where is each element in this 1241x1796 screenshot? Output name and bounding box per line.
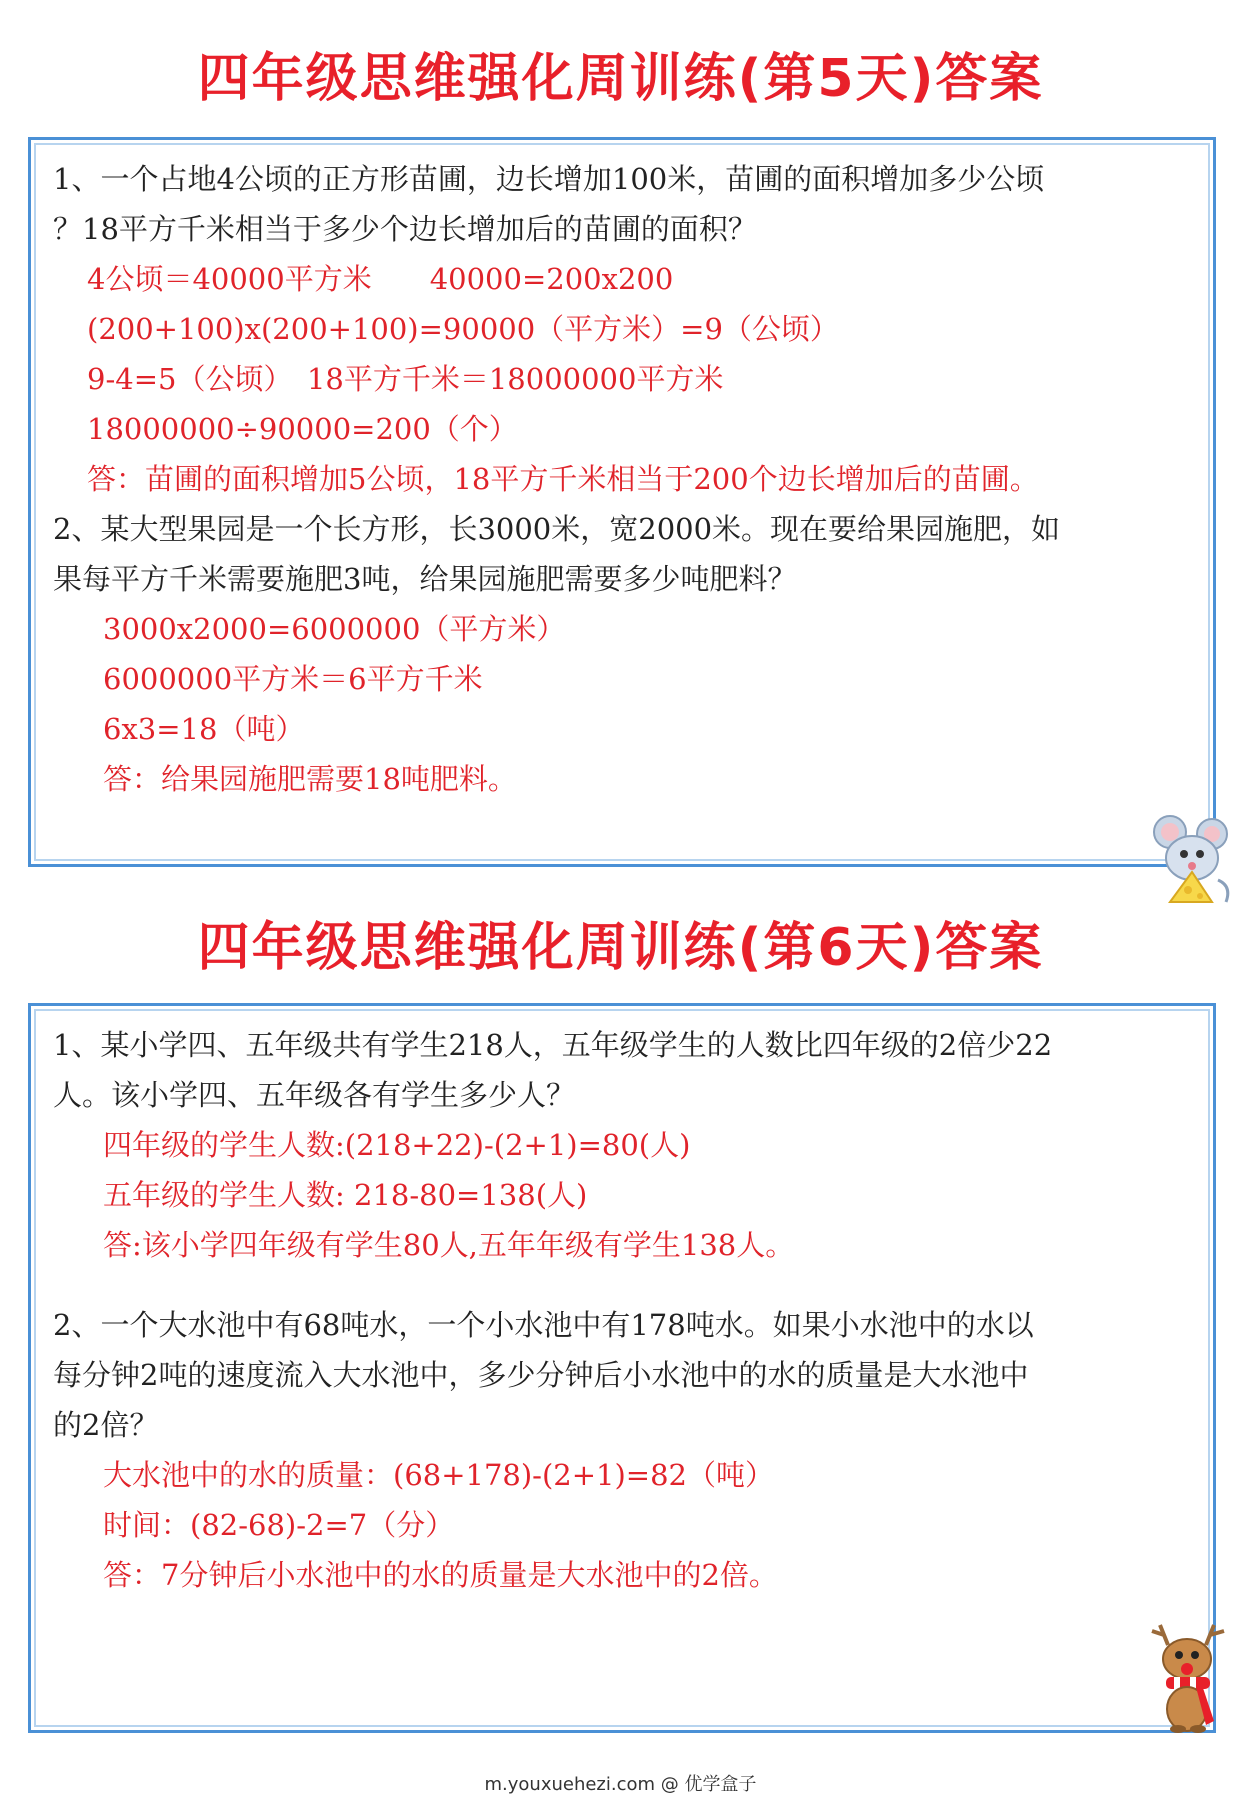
- answer-box-day5: [28, 137, 1216, 867]
- answer-conclusion: 答：苗圃的面积增加5公顷，18平方千米相当于200个边长增加后的苗圃。: [87, 462, 1039, 496]
- page-title-day6: 四年级思维强化周训练(第6天)答案: [197, 918, 1044, 978]
- answer-line: 18000000÷90000=200（个）: [87, 412, 518, 446]
- answer-line: 6000000平方米＝6平方千米: [103, 662, 483, 696]
- answer-line: 时间：(82-68)-2=7（分）: [103, 1508, 455, 1542]
- reindeer-icon: [1140, 1615, 1235, 1735]
- question-2-line-2: 果每平方千米需要施肥3吨，给果园施肥需要多少吨肥料？: [53, 562, 797, 596]
- answer-conclusion: 答:该小学四年级有学生80人,五年年级有学生138人。: [103, 1228, 795, 1262]
- question-2-line-2: 每分钟2吨的速度流入大水池中，多少分钟后小水池中的水的质量是大水池中: [53, 1358, 1029, 1392]
- answer-line: 4公顷＝40000平方米 40000=200x200: [87, 262, 674, 296]
- question-1-line-1: 1、一个占地4公顷的正方形苗圃，边长增加100米，苗圃的面积增加多少公顷: [53, 162, 1045, 196]
- answer-conclusion: 答：给果园施肥需要18吨肥料。: [103, 762, 517, 796]
- mouse-with-cheese-icon: [1140, 810, 1235, 910]
- answer-line: 3000x2000=6000000（平方米）: [103, 612, 566, 646]
- question-2-line-1: 2、某大型果园是一个长方形，长3000米，宽2000米。现在要给果园施肥，如: [53, 512, 1061, 546]
- question-2-line-1: 2、一个大水池中有68吨水，一个小水池中有178吨水。如果小水池中的水以: [53, 1308, 1034, 1342]
- answer-line: 9-4=5（公顷） 18平方千米＝18000000平方米: [87, 362, 724, 396]
- question-1-line-2: ？18平方千米相当于多少个边长增加后的苗圃的面积？: [53, 212, 757, 246]
- answer-line: 6x3=18（吨）: [103, 712, 305, 746]
- question-2-line-3: 的2倍？: [53, 1408, 159, 1442]
- answer-line: (200+100)x(200+100)=90000（平方米）=9（公顷）: [87, 312, 839, 346]
- question-1-line-2: 人。该小学四、五年级各有学生多少人？: [53, 1078, 576, 1112]
- answer-conclusion: 答：7分钟后小水池中的水的质量是大水池中的2倍。: [103, 1558, 778, 1592]
- answer-line: 五年级的学生人数: 218-80=138(人): [103, 1178, 588, 1212]
- answer-box-day6: [28, 1003, 1216, 1733]
- footer-watermark: m.youxuehezi.com @ 优学盒子: [484, 1774, 757, 1795]
- page-title-day5: 四年级思维强化周训练(第5天)答案: [197, 49, 1044, 109]
- answer-line: 四年级的学生人数:(218+22)-(2+1)=80(人): [103, 1128, 691, 1162]
- question-1-line-1: 1、某小学四、五年级共有学生218人，五年级学生的人数比四年级的2倍少22: [53, 1028, 1053, 1062]
- answer-line: 大水池中的水的质量：(68+178)-(2+1)=82（吨）: [103, 1458, 775, 1492]
